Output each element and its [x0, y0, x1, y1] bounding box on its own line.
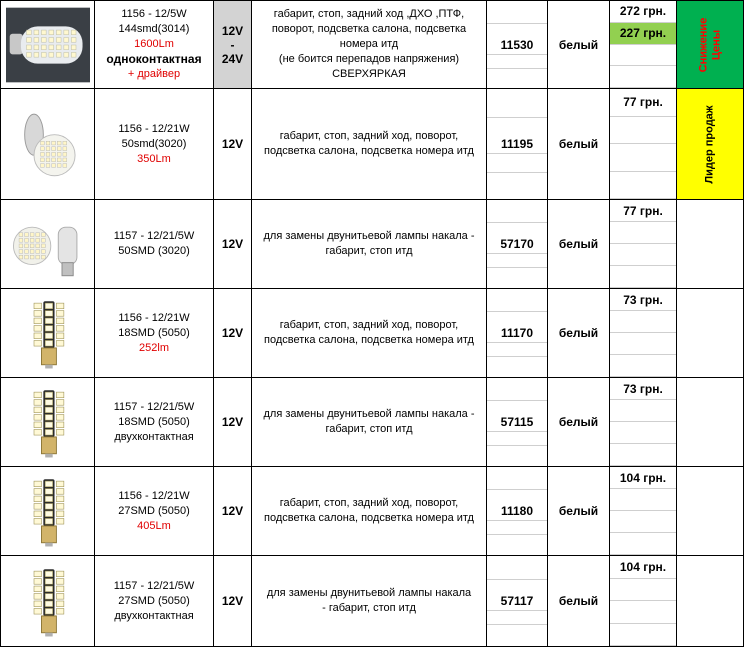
application-line: для замены двунитьевой лампы накала [266, 587, 472, 599]
light-color-value: белый [558, 37, 599, 52]
led-bulb-image [6, 106, 90, 182]
voltage-value: 24V [221, 51, 244, 66]
price-line: 77 грн. [610, 89, 676, 117]
price-line [610, 66, 676, 88]
price-drop-label [697, 17, 723, 72]
voltage-value: - [230, 37, 235, 52]
light-color-value: белый [558, 594, 599, 608]
price-line [610, 333, 676, 355]
light-color-value: белый [558, 504, 599, 518]
price-line [610, 533, 676, 555]
article-code-value: 11180 [500, 504, 534, 518]
spec-line: 18SMD (5050) [118, 415, 190, 428]
application-line: габарит, стоп, задний ход ,ДХО ,ПТФ, [273, 8, 465, 20]
cell-divider [487, 311, 547, 312]
article-code [487, 467, 548, 556]
application-line: номера итд [339, 38, 399, 50]
price-cell [610, 89, 677, 200]
price-line: 73 грн. [610, 289, 676, 311]
cell-divider [487, 23, 547, 24]
voltage-cell [214, 378, 252, 467]
article-code [487, 200, 548, 289]
led-bulb-image [6, 563, 90, 639]
application-line: (не боится перепадов напряжения) [278, 53, 460, 65]
application-description [252, 467, 487, 556]
spec-line: 1157 - 12/21/5W [113, 230, 195, 242]
application-line: поворот, подсветка салона, подсветка [271, 23, 467, 35]
voltage-value: 12V [221, 415, 244, 429]
price-line: 272 грн. [610, 1, 676, 23]
cell-divider [487, 579, 547, 580]
cell-divider [487, 153, 547, 154]
price-line [610, 244, 676, 266]
contact-type: одноконтактная [106, 52, 202, 66]
cell-divider [487, 610, 547, 611]
lumen-value: 350Lm [137, 152, 171, 165]
article-code-value: 57115 [500, 415, 534, 429]
application-description [252, 0, 487, 89]
price-line [610, 266, 676, 288]
spec-line: 50SMD (3020) [118, 245, 190, 257]
led-bulb-image [6, 295, 90, 371]
voltage-cell [214, 556, 252, 647]
spec-line: двухконтактная [114, 430, 194, 443]
light-color-value: белый [558, 137, 599, 151]
application-line: для замены двунитьевой лампы накала - [263, 408, 475, 420]
product-photo [0, 378, 95, 467]
application-line: габарит, стоп итд [325, 423, 413, 435]
spec-line: 144smd(3014) [118, 23, 190, 35]
cell-divider [487, 624, 547, 625]
promo-badge [677, 556, 744, 647]
cell-divider [487, 222, 547, 223]
article-code [487, 89, 548, 200]
voltage-value: 12V [221, 326, 244, 340]
product-description [95, 289, 214, 378]
article-code-value: 11195 [500, 137, 534, 151]
application-line: габарит, стоп итд [325, 245, 413, 257]
article-code-value: 11170 [500, 326, 534, 340]
article-code [487, 556, 548, 647]
spec-line: двухконтактная [114, 609, 194, 622]
price-line [610, 422, 676, 444]
product-photo [0, 89, 95, 200]
cell-divider [487, 356, 547, 357]
voltage-value: 12V [221, 237, 244, 251]
light-color [548, 200, 610, 289]
lumen-value: 405Lm [137, 519, 171, 532]
price-line [610, 444, 676, 466]
spec-line: 27SMD (5050) [118, 594, 190, 607]
cell-divider [487, 520, 547, 521]
cell-divider [487, 117, 547, 118]
promo-badge [677, 200, 744, 289]
product-description [95, 200, 214, 289]
spec-line: 1157 - 12/21/5W [113, 579, 195, 592]
spec-line: 1157 - 12/21/5W [113, 400, 195, 413]
price-line [610, 400, 676, 422]
voltage-value: 12V [221, 594, 244, 608]
article-code [487, 0, 548, 89]
product-description [95, 378, 214, 467]
price-cell [610, 289, 677, 378]
price-drop-text: Цены [710, 29, 722, 60]
promo-badge [677, 289, 744, 378]
price-line [610, 144, 676, 172]
price-line [610, 45, 676, 67]
light-color-value: белый [558, 237, 599, 251]
application-description [252, 556, 487, 647]
cell-divider [487, 445, 547, 446]
cell-divider [487, 267, 547, 268]
price-cell [610, 0, 677, 89]
spec-line: 1156 - 12/21W [118, 122, 190, 135]
product-description [95, 0, 214, 89]
price-line [610, 222, 676, 244]
product-photo [0, 289, 95, 378]
application-description [252, 200, 487, 289]
promo-badge [677, 0, 744, 89]
led-bulb-image [6, 7, 90, 83]
application-line: СВЕРХЯРКАЯ [332, 68, 406, 80]
light-color [548, 467, 610, 556]
article-code-value: 11530 [500, 37, 534, 52]
application-description [252, 378, 487, 467]
product-description [95, 89, 214, 200]
cell-divider [487, 342, 547, 343]
best-seller-label: Лидер продаж [703, 104, 716, 184]
voltage-cell [214, 467, 252, 556]
led-bulb-image [6, 473, 90, 549]
application-line: - габарит, стоп итд [322, 602, 416, 614]
cell-divider [487, 54, 547, 55]
promo-badge [677, 467, 744, 556]
price-line [610, 601, 676, 624]
application-line: габарит, стоп, задний ход, поворот, [279, 319, 459, 331]
price-line [610, 489, 676, 511]
light-color-value: белый [558, 415, 599, 429]
light-color [548, 89, 610, 200]
price-cell [610, 556, 677, 647]
application-description [252, 89, 487, 200]
product-photo [0, 0, 95, 89]
product-photo [0, 467, 95, 556]
price-cell [610, 200, 677, 289]
application-line: подсветка салона, подсветка номера итд [264, 145, 474, 157]
light-color [548, 378, 610, 467]
spec-line: 1156 - 12/21W [118, 489, 190, 502]
voltage-cell [214, 0, 252, 89]
promo-badge [677, 89, 744, 200]
application-line: подсветка салона, подсветка номера итд [264, 512, 474, 524]
spec-line: 18SMD (5050) [118, 326, 190, 339]
price-line [610, 579, 676, 602]
price-line [610, 172, 676, 200]
price-line [610, 624, 676, 647]
voltage-cell [214, 289, 252, 378]
product-photo [0, 556, 95, 647]
cell-divider [487, 172, 547, 173]
driver-note: + драйвер [127, 68, 181, 80]
light-color [548, 289, 610, 378]
product-description [95, 467, 214, 556]
spec-line: 50smd(3020) [121, 137, 187, 150]
cell-divider [487, 400, 547, 401]
voltage-cell [214, 89, 252, 200]
article-code-value: 57117 [500, 594, 534, 608]
spec-line: 27SMD (5050) [118, 504, 190, 517]
voltage-value: 12V [221, 137, 244, 151]
cell-divider [487, 68, 547, 69]
price-line: 77 грн. [610, 200, 676, 222]
article-code [487, 378, 548, 467]
led-bulb-image [6, 384, 90, 460]
price-line [610, 117, 676, 145]
cell-divider [487, 534, 547, 535]
cell-divider [487, 253, 547, 254]
price-line [610, 311, 676, 333]
price-cell [610, 378, 677, 467]
article-code [487, 289, 548, 378]
lumen-value: 1600Lm [134, 38, 174, 50]
light-color-value: белый [558, 326, 599, 340]
product-photo [0, 200, 95, 289]
spec-line: 1156 - 12/5W [121, 8, 187, 20]
promo-badge [677, 378, 744, 467]
voltage-cell [214, 200, 252, 289]
application-line: для замены двунитьевой лампы накала - [263, 230, 475, 242]
spec-line: 1156 - 12/21W [118, 311, 190, 324]
article-code-value: 57170 [500, 237, 534, 251]
light-color [548, 0, 610, 89]
price-line: 104 грн. [610, 556, 676, 579]
lumen-value: 252lm [139, 341, 169, 354]
price-drop-text: Снижение [697, 17, 709, 72]
voltage-value: 12V [221, 504, 244, 518]
application-line: подсветка салона, подсветка номера итд [264, 334, 474, 346]
application-line: габарит, стоп, задний ход, поворот, [279, 497, 459, 509]
product-description [95, 556, 214, 647]
light-color [548, 556, 610, 647]
price-line: 104 грн. [610, 467, 676, 489]
cell-divider [487, 431, 547, 432]
voltage-value: 12V [221, 23, 244, 38]
led-bulb-image [6, 206, 90, 282]
price-line: 227 грн. [610, 23, 676, 45]
application-line: габарит, стоп, задний ход, поворот, [279, 130, 459, 142]
application-description [252, 289, 487, 378]
price-cell [610, 467, 677, 556]
price-line [610, 355, 676, 377]
cell-divider [487, 489, 547, 490]
price-line: 73 грн. [610, 378, 676, 400]
price-line [610, 511, 676, 533]
